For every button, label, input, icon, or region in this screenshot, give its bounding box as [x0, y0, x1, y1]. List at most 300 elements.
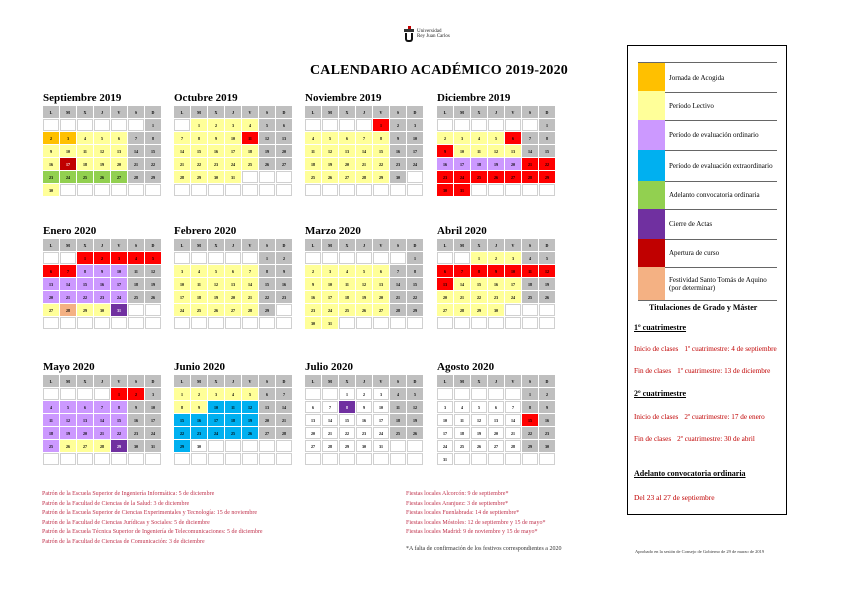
day-cell: 17: [322, 291, 338, 303]
legend-swatch: [638, 150, 665, 181]
empty-cell: [225, 317, 241, 329]
weekday-header: J: [225, 375, 241, 387]
weekday-header: X: [471, 106, 487, 118]
legend-swatch: [638, 239, 665, 267]
weekday-header: S: [128, 239, 144, 251]
empty-cell: [305, 453, 321, 465]
weekday-header: X: [208, 106, 224, 118]
weekday-header: D: [276, 375, 292, 387]
weekday-header: M: [191, 239, 207, 251]
empty-cell: [174, 317, 190, 329]
weekday-header: L: [305, 375, 321, 387]
second-semester-end: [634, 435, 784, 444]
day-cell: 29: [471, 304, 487, 316]
day-cell: 13: [225, 278, 241, 290]
weekday-header: J: [225, 106, 241, 118]
day-cell: 20: [305, 427, 321, 439]
day-cell: 3: [60, 132, 76, 144]
second-start-label: Inicio de clases: [634, 413, 679, 421]
weekday-header: J: [94, 239, 110, 251]
weekday-header: M: [60, 106, 76, 118]
day-cell: 9: [128, 401, 144, 413]
empty-cell: [407, 184, 423, 196]
day-cell: 28: [505, 440, 521, 452]
empty-cell: [505, 388, 521, 400]
day-cell: 20: [259, 414, 275, 426]
university-logo: [404, 29, 450, 43]
day-cell: 11: [191, 278, 207, 290]
legend-item: [638, 239, 777, 268]
day-cell: 18: [305, 158, 321, 170]
day-cell: 7: [522, 132, 538, 144]
legend-label: Adelanto convocatoria ordinaria: [669, 191, 760, 199]
weekday-header: X: [77, 106, 93, 118]
empty-cell: [77, 453, 93, 465]
day-cell: 22: [111, 427, 127, 439]
weekday-header: M: [191, 106, 207, 118]
weekday-header: D: [407, 106, 423, 118]
day-cell: 1: [191, 119, 207, 131]
day-cell: 11: [390, 401, 406, 413]
legend-label: Período de evaluación ordinario: [669, 131, 759, 139]
month-title: Diciembre 2019: [437, 92, 511, 104]
weekday-header: L: [174, 106, 190, 118]
month-grid: [305, 106, 420, 196]
empty-cell: [373, 184, 389, 196]
logo-text: [417, 29, 450, 39]
month-calendar: [174, 225, 289, 329]
day-cell: 29: [145, 171, 161, 183]
day-cell: 26: [208, 304, 224, 316]
weekday-header: J: [94, 375, 110, 387]
weekday-header: X: [339, 239, 355, 251]
day-cell: 27: [276, 158, 292, 170]
day-cell: 22: [373, 158, 389, 170]
day-cell: 7: [454, 265, 470, 277]
weekday-header: J: [488, 375, 504, 387]
day-cell: 8: [471, 265, 487, 277]
day-cell: 11: [471, 145, 487, 157]
first-semester-heading: 1º cuatrimestre: [634, 323, 687, 332]
weekday-header: V: [373, 375, 389, 387]
day-cell: 6: [276, 119, 292, 131]
weekday-header: V: [111, 106, 127, 118]
day-cell: 27: [43, 304, 59, 316]
day-cell: 7: [276, 388, 292, 400]
day-cell: 26: [407, 427, 423, 439]
empty-cell: [208, 317, 224, 329]
day-cell: 27: [259, 427, 275, 439]
day-cell: 23: [488, 291, 504, 303]
empty-cell: [145, 317, 161, 329]
day-cell: 23: [276, 291, 292, 303]
empty-cell: [77, 388, 93, 400]
empty-cell: [60, 184, 76, 196]
empty-cell: [259, 440, 275, 452]
empty-cell: [488, 184, 504, 196]
day-cell: 3: [322, 265, 338, 277]
day-cell: 6: [43, 265, 59, 277]
day-cell: 31: [373, 440, 389, 452]
day-cell: 1: [539, 119, 555, 131]
day-cell: 29: [174, 440, 190, 452]
logo-line2: Rey Juan Carlos: [417, 34, 450, 39]
day-cell: 10: [407, 132, 423, 144]
month-calendar: [43, 225, 158, 329]
day-cell: 24: [145, 427, 161, 439]
day-cell: 23: [305, 304, 321, 316]
day-cell: 16: [305, 291, 321, 303]
day-cell: 4: [43, 401, 59, 413]
day-cell: 31: [225, 171, 241, 183]
day-cell: 13: [111, 145, 127, 157]
legend-label: Apertura de curso: [669, 249, 720, 257]
legend-label: Festividad Santo Tomás de Aquino (por determinar): [669, 275, 767, 292]
day-cell: 3: [407, 119, 423, 131]
empty-cell: [471, 388, 487, 400]
day-cell: 19: [94, 158, 110, 170]
empty-cell: [242, 171, 258, 183]
empty-cell: [94, 453, 110, 465]
legend-label: Período de evaluación extraordinario: [669, 161, 773, 170]
legend-item: [638, 181, 777, 210]
weekday-header: S: [259, 239, 275, 251]
day-cell: 21: [505, 427, 521, 439]
day-cell: 27: [225, 304, 241, 316]
fiesta-line: Fiestas locales Aranjuez: 3 de septiembre*: [406, 500, 509, 507]
day-cell: 19: [145, 278, 161, 290]
day-cell: 1: [339, 388, 355, 400]
legend-swatch: [638, 181, 665, 209]
day-cell: 1: [522, 388, 538, 400]
day-cell: 1: [174, 388, 190, 400]
empty-cell: [471, 119, 487, 131]
day-cell: 9: [276, 265, 292, 277]
month-grid: [43, 106, 158, 196]
day-cell: 29: [407, 304, 423, 316]
month-grid: [43, 239, 158, 329]
day-cell: 3: [174, 265, 190, 277]
day-cell: 23: [390, 158, 406, 170]
day-cell: 3: [454, 132, 470, 144]
day-cell: 7: [128, 132, 144, 144]
day-cell: 19: [471, 427, 487, 439]
empty-cell: [305, 388, 321, 400]
weekday-header: L: [305, 106, 321, 118]
day-cell: 17: [505, 278, 521, 290]
empty-cell: [305, 119, 321, 131]
day-cell: 10: [505, 265, 521, 277]
day-cell: 29: [191, 171, 207, 183]
day-cell: 24: [407, 158, 423, 170]
empty-cell: [522, 184, 538, 196]
weekday-header: S: [390, 239, 406, 251]
legend-label: Cierre de Actas: [669, 220, 713, 228]
day-cell: 22: [522, 427, 538, 439]
day-cell: 10: [174, 278, 190, 290]
day-cell: 27: [373, 304, 389, 316]
day-cell: 9: [94, 265, 110, 277]
day-cell: 22: [339, 427, 355, 439]
first-end-label: Fin de clases: [634, 367, 672, 375]
day-cell: 17: [208, 414, 224, 426]
day-cell: 2: [539, 388, 555, 400]
weekday-header: X: [471, 375, 487, 387]
day-cell: 3: [437, 401, 453, 413]
day-cell: 26: [60, 440, 76, 452]
day-cell: 20: [77, 427, 93, 439]
day-cell: 25: [454, 440, 470, 452]
weekday-header: V: [505, 239, 521, 251]
patron-line: Patrón de la Facultad de Ciencias de Comunicación: 3 de diciembre: [42, 538, 205, 545]
day-cell: 16: [437, 158, 453, 170]
month-title: Agosto 2020: [437, 361, 495, 373]
month-title: Marzo 2020: [305, 225, 361, 237]
day-cell: 28: [94, 440, 110, 452]
day-cell: 17: [373, 414, 389, 426]
adelanto-heading: Adelanto convocatoria ordinaria: [634, 469, 746, 478]
day-cell: 8: [373, 132, 389, 144]
empty-cell: [225, 252, 241, 264]
day-cell: 6: [373, 265, 389, 277]
day-cell: 11: [242, 132, 258, 144]
empty-cell: [505, 317, 521, 329]
day-cell: 28: [60, 304, 76, 316]
weekday-header: D: [407, 239, 423, 251]
day-cell: 19: [208, 291, 224, 303]
day-cell: 5: [356, 265, 372, 277]
day-cell: 1: [111, 388, 127, 400]
empty-cell: [437, 388, 453, 400]
empty-cell: [305, 184, 321, 196]
empty-cell: [191, 317, 207, 329]
patron-line: Patrón de la Facultad de Ciencias de la Salud: 3 de diciembre: [42, 500, 190, 507]
day-cell: 2: [305, 265, 321, 277]
day-cell: 19: [488, 158, 504, 170]
day-cell: 28: [242, 304, 258, 316]
day-cell: 12: [488, 145, 504, 157]
empty-cell: [522, 317, 538, 329]
weekday-header: L: [437, 239, 453, 251]
fiesta-line: Fiestas locales Madrid: 9 de noviembre y 15 de mayo*: [406, 529, 538, 536]
month-calendar: [305, 361, 420, 465]
empty-cell: [539, 304, 555, 316]
empty-cell: [242, 453, 258, 465]
empty-cell: [94, 119, 110, 131]
empty-cell: [60, 252, 76, 264]
empty-cell: [488, 388, 504, 400]
day-cell: 14: [454, 278, 470, 290]
day-cell: 1: [145, 119, 161, 131]
day-cell: 4: [225, 388, 241, 400]
weekday-header: V: [242, 239, 258, 251]
day-cell: 20: [488, 427, 504, 439]
weekday-header: J: [356, 239, 372, 251]
empty-cell: [94, 388, 110, 400]
day-cell: 18: [390, 414, 406, 426]
day-cell: 23: [94, 291, 110, 303]
first-start-label: Inicio de clases: [634, 345, 679, 353]
empty-cell: [225, 453, 241, 465]
weekday-header: X: [208, 375, 224, 387]
day-cell: 20: [225, 291, 241, 303]
day-cell: 22: [259, 291, 275, 303]
day-cell: 10: [373, 401, 389, 413]
day-cell: 12: [208, 278, 224, 290]
empty-cell: [276, 440, 292, 452]
day-cell: 17: [437, 427, 453, 439]
day-cell: 12: [94, 145, 110, 157]
empty-cell: [60, 388, 76, 400]
empty-cell: [43, 119, 59, 131]
day-cell: 6: [77, 401, 93, 413]
day-cell: 15: [339, 414, 355, 426]
day-cell: 8: [539, 132, 555, 144]
empty-cell: [488, 119, 504, 131]
day-cell: 27: [488, 440, 504, 452]
empty-cell: [356, 317, 372, 329]
weekday-header: D: [539, 106, 555, 118]
empty-cell: [145, 184, 161, 196]
day-cell: 6: [505, 132, 521, 144]
empty-cell: [356, 184, 372, 196]
weekday-header: L: [437, 106, 453, 118]
month-calendar: [437, 225, 552, 329]
day-cell: 23: [191, 427, 207, 439]
day-cell: 10: [111, 265, 127, 277]
month-grid: [305, 375, 420, 465]
day-cell: 24: [60, 171, 76, 183]
day-cell: 26: [356, 304, 372, 316]
day-cell: 29: [522, 440, 538, 452]
day-cell: 7: [174, 132, 190, 144]
weekday-header: S: [390, 375, 406, 387]
weekday-header: X: [77, 239, 93, 251]
month-title: Noviembre 2019: [305, 92, 382, 104]
day-cell: 8: [259, 265, 275, 277]
second-end-label: Fin de clases: [634, 435, 672, 443]
empty-cell: [60, 317, 76, 329]
day-cell: 29: [373, 171, 389, 183]
day-cell: 12: [259, 132, 275, 144]
day-cell: 19: [242, 414, 258, 426]
empty-cell: [390, 317, 406, 329]
fiesta-line: Fiestas locales Alcorcón: 9 de septiembre*: [406, 491, 509, 497]
fiestas-list: [406, 490, 545, 538]
day-cell: 17: [111, 278, 127, 290]
empty-cell: [339, 252, 355, 264]
legend-item: [638, 209, 777, 240]
day-cell: 17: [60, 158, 76, 170]
empty-cell: [339, 119, 355, 131]
weekday-header: L: [174, 239, 190, 251]
day-cell: 6: [339, 132, 355, 144]
day-cell: 25: [191, 304, 207, 316]
weekday-header: D: [539, 375, 555, 387]
weekday-header: V: [111, 375, 127, 387]
day-cell: 26: [259, 158, 275, 170]
empty-cell: [259, 184, 275, 196]
legend-label: Período Lectivo: [669, 101, 714, 110]
empty-cell: [145, 304, 161, 316]
empty-cell: [259, 317, 275, 329]
day-cell: 25: [522, 291, 538, 303]
day-cell: 8: [145, 132, 161, 144]
day-cell: 22: [539, 158, 555, 170]
day-cell: 8: [339, 401, 355, 413]
empty-cell: [208, 453, 224, 465]
day-cell: 22: [191, 158, 207, 170]
day-cell: 17: [407, 145, 423, 157]
empty-cell: [128, 304, 144, 316]
day-cell: 10: [437, 414, 453, 426]
day-cell: 14: [128, 145, 144, 157]
empty-cell: [437, 252, 453, 264]
legend-item: [638, 62, 777, 93]
day-cell: 23: [208, 158, 224, 170]
day-cell: 31: [437, 453, 453, 465]
empty-cell: [390, 440, 406, 452]
day-cell: 28: [322, 440, 338, 452]
day-cell: 11: [454, 414, 470, 426]
day-cell: 14: [505, 414, 521, 426]
day-cell: 21: [242, 291, 258, 303]
day-cell: 19: [322, 158, 338, 170]
month-grid: [174, 239, 289, 329]
weekday-header: X: [339, 106, 355, 118]
day-cell: 15: [174, 414, 190, 426]
day-cell: 6: [225, 265, 241, 277]
fiesta-line: Fiestas locales Fuenlabrada: 14 de septiembre*: [406, 510, 520, 517]
weekday-header: J: [94, 106, 110, 118]
day-cell: 18: [43, 427, 59, 439]
day-cell: 16: [191, 414, 207, 426]
weekday-header: D: [145, 106, 161, 118]
day-cell: 4: [128, 252, 144, 264]
day-cell: 5: [322, 132, 338, 144]
day-cell: 20: [373, 291, 389, 303]
legend-item: [638, 267, 777, 301]
day-cell: 24: [111, 291, 127, 303]
day-cell: 3: [505, 252, 521, 264]
day-cell: 18: [339, 291, 355, 303]
day-cell: 19: [356, 291, 372, 303]
weekday-header: D: [276, 106, 292, 118]
day-cell: 22: [471, 291, 487, 303]
month-grid: [174, 106, 289, 196]
day-cell: 30: [94, 304, 110, 316]
day-cell: 14: [94, 414, 110, 426]
day-cell: 20: [43, 291, 59, 303]
month-calendar: [174, 92, 289, 196]
day-cell: 31: [454, 184, 470, 196]
day-cell: 16: [276, 278, 292, 290]
day-cell: 12: [60, 414, 76, 426]
weekday-header: M: [454, 239, 470, 251]
weekday-header: J: [488, 106, 504, 118]
day-cell: 14: [390, 278, 406, 290]
day-cell: 10: [145, 401, 161, 413]
day-cell: 5: [94, 132, 110, 144]
weekday-header: J: [225, 239, 241, 251]
weekday-header: S: [259, 106, 275, 118]
day-cell: 27: [305, 440, 321, 452]
empty-cell: [356, 252, 372, 264]
day-cell: 11: [305, 145, 321, 157]
day-cell: 4: [191, 265, 207, 277]
weekday-header: M: [60, 239, 76, 251]
day-cell: 28: [522, 171, 538, 183]
